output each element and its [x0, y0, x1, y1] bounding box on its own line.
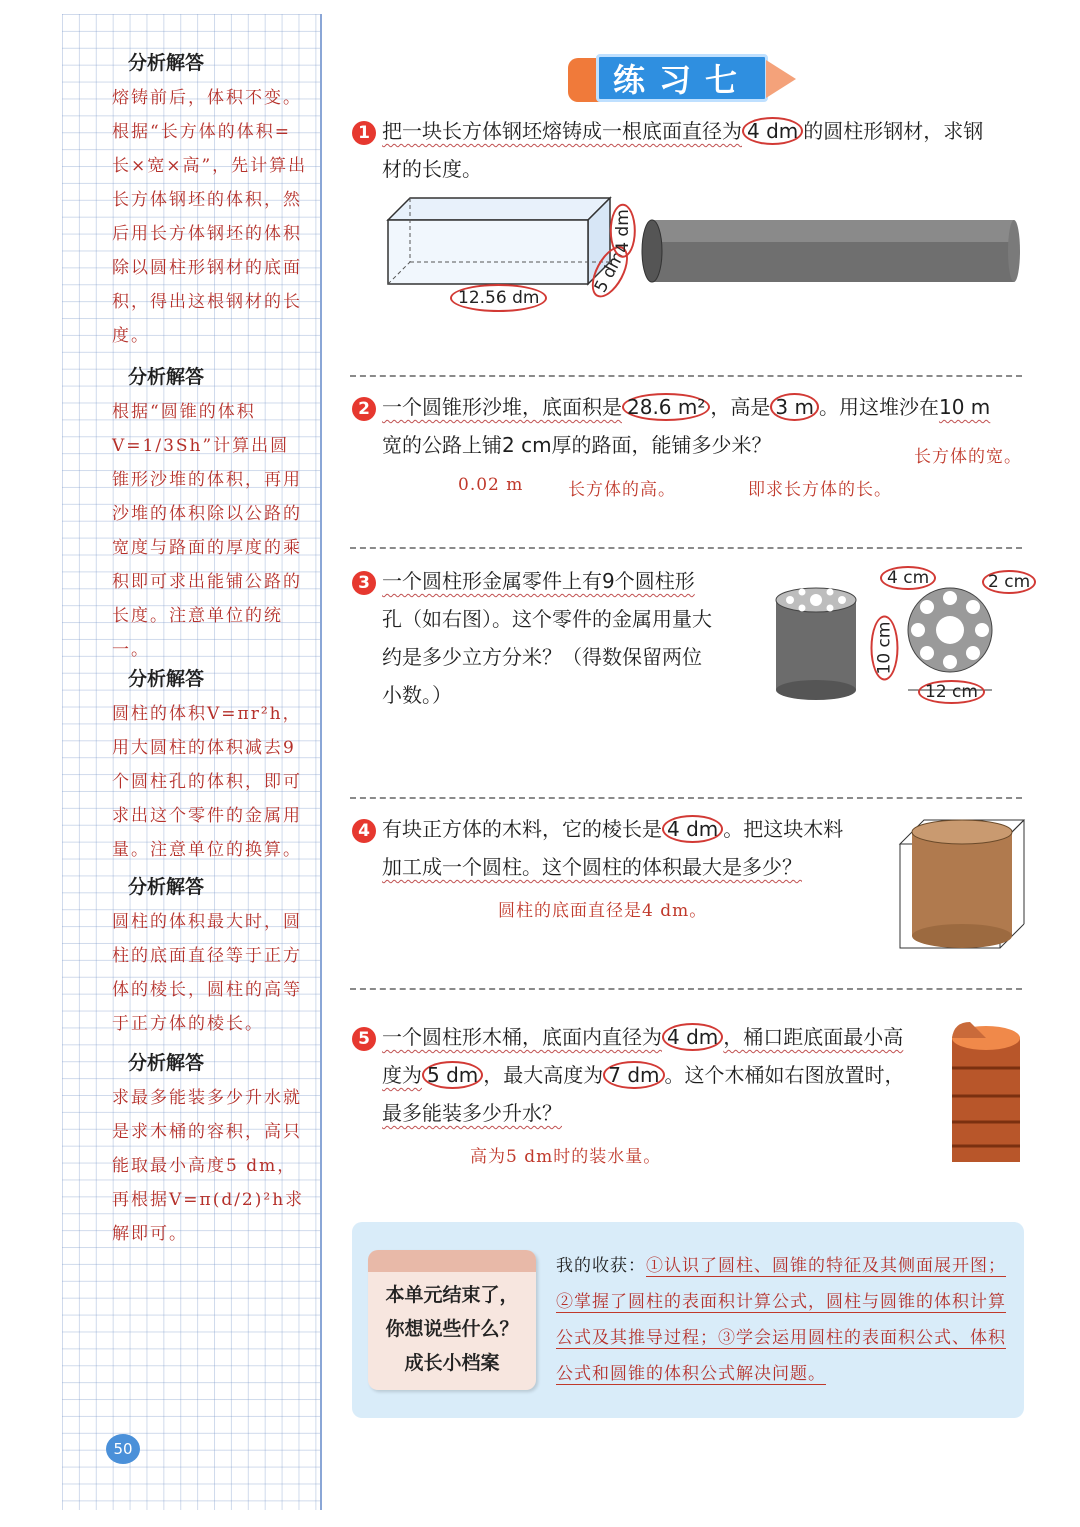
q3-line-2: 孔（如右图）。这个零件的金属用量大 — [382, 607, 712, 631]
analysis-text: 圆柱的体积最大时，圆柱的底面直径等于正方体的棱长，圆柱的高等于正方体的棱长。 — [112, 912, 302, 1034]
q1-length-label: 12.56 dm — [450, 284, 547, 312]
q5-text-f: 最多能装多少升水？ — [382, 1101, 562, 1125]
card-line-3: 成长小档案 — [404, 1352, 500, 1374]
question-3 — [352, 562, 762, 714]
analysis-heading: 分析解答 — [128, 872, 204, 899]
q4-text-a: 有块正方体的木料，它的棱长是 — [382, 817, 662, 841]
card-header-strip — [368, 1250, 536, 1272]
q4-text-b: 。把这块木料 — [723, 817, 844, 841]
q1-height-label: 4 dm — [610, 204, 636, 258]
q5-circled-max-height: 7 dm — [603, 1061, 664, 1089]
q3-diameter-label: 12 cm — [918, 680, 985, 704]
page-number: 50 — [106, 1434, 140, 1464]
q5-circled-diameter: 4 dm — [662, 1023, 723, 1051]
q4-text-c: 加工成一个圆柱。这个圆柱的体积最大是多少？ — [382, 855, 802, 879]
q3-line-3: 约是多少立方分米？（得数保留两位 — [382, 645, 702, 669]
card-line-2: 你想说些什么？ — [385, 1318, 519, 1340]
analysis-text: 圆柱的体积V=πr²h，用大圆柱的体积减去9个圆柱孔的体积，即可求出这个零件的金属用量。注意单位的换算。 — [112, 704, 302, 860]
q1-text-a: 把一块长方体钢坯熔铸成一根底面直径为 — [382, 119, 742, 143]
analysis-heading: 分析解答 — [128, 362, 204, 389]
q1-text-b: 的圆柱形钢材，求钢 — [803, 119, 984, 143]
q2-circled-height: 3 m — [770, 393, 819, 421]
q2-note-height: 长方体的高。 — [568, 480, 676, 500]
q1-circled-value: 4 dm — [742, 117, 803, 145]
question-number: 1 — [352, 121, 376, 145]
q3-line-4: 小数。） — [382, 683, 452, 707]
q2-text-d: 宽的公路上铺2 cm厚的路面，能铺多少米？ — [382, 433, 772, 457]
q5-text-d: ，最大高度为 — [483, 1063, 604, 1087]
gain-label: 我的收获： — [556, 1256, 646, 1276]
analysis-block-3 — [112, 664, 308, 867]
q2-text-b: ，高是 — [710, 395, 771, 419]
question-1 — [352, 112, 1022, 188]
divider — [350, 988, 1022, 990]
analysis-text: 求最多能装多少升水就是求木桶的容积，高只能取最小高度5 dm，再根据V=π(d/2)²h求解即可。 — [112, 1088, 305, 1244]
analysis-text: 根据“圆锥的体积V=1/3Sh”计算出圆锥形沙堆的体积，再用沙堆的体积除以公路的宽度与路面的厚度的乘积即可求出能铺公路的长度。注意单位的统一。 — [112, 402, 302, 660]
analysis-block-2 — [112, 362, 308, 667]
q2-note-length: 即求长方体的长。 — [748, 480, 892, 500]
q5-text-c: 度为 — [382, 1063, 422, 1087]
analysis-heading: 分析解答 — [128, 48, 204, 75]
analysis-heading: 分析解答 — [128, 1048, 204, 1075]
q2-width: 10 m — [938, 395, 991, 419]
q2-note-thickness: 0.02 m — [458, 475, 524, 495]
q4-circled-value: 4 dm — [662, 815, 723, 843]
growth-card — [368, 1250, 536, 1390]
divider — [350, 547, 1022, 549]
question-number: 4 — [352, 819, 376, 843]
q5-circled-min-height: 5 dm — [422, 1061, 483, 1089]
q3-height-label: 10 cm — [870, 616, 898, 681]
analysis-text: 熔铸前后，体积不变。根据“长方体的体积=长×宽×高”，先计算出长方体钢坯的体积，然后用长方体钢坯的体积除以圆柱形钢材的底面积，得出这根钢材的长度。 — [112, 88, 308, 346]
q2-note-width: 长方体的宽。 — [914, 447, 1022, 467]
q5-bucket-figure — [946, 1018, 1026, 1168]
q3-hole-label: 2 cm — [982, 570, 1036, 594]
q1-width-label: 5 dm — [584, 241, 635, 303]
divider — [350, 375, 1022, 377]
q2-text-c: 。用这堆沙在 — [818, 395, 939, 419]
q2-text-a: 一个圆锥形沙堆，底面积是 — [382, 395, 622, 419]
q3-figure — [770, 580, 1030, 710]
analysis-block-1 — [112, 48, 308, 353]
q3-line-1: 一个圆柱形金属零件上有9个圆柱形 — [382, 569, 695, 593]
q3-center-hole-label: 4 cm — [880, 566, 936, 590]
title-arrow-icon — [766, 60, 796, 98]
gain-text: ①认识了圆柱、圆锥的特征及其侧面展开图；②掌握了圆柱的表面积计算公式，圆柱与圆锥的体积计算公式及其推导过程；③学会运用圆柱的表面积公式、体积公式和圆锥的体积公式解决问题。 — [556, 1256, 1006, 1384]
analysis-block-5 — [112, 1048, 308, 1251]
q5-text-e: 。这个木桶如右图放置时， — [664, 1063, 905, 1087]
q4-note: 圆柱的底面直径是4 dm。 — [498, 901, 708, 921]
question-5 — [352, 1018, 932, 1132]
q5-note: 高为5 dm时的装水量。 — [470, 1147, 662, 1167]
analysis-heading: 分析解答 — [128, 664, 204, 691]
q5-text-b: ，桶口距底面最小高 — [723, 1025, 904, 1049]
question-number: 3 — [352, 571, 376, 595]
gain-text-block — [556, 1248, 1010, 1392]
title-text: 练习七 — [596, 54, 768, 102]
question-4 — [352, 810, 892, 886]
q1-text-c: 材的长度。 — [382, 157, 482, 181]
divider — [350, 797, 1022, 799]
analysis-block-4 — [112, 872, 308, 1041]
margin-rule — [320, 14, 322, 1510]
q5-text-a: 一个圆柱形木桶，底面内直径为 — [382, 1025, 662, 1049]
q4-figure — [894, 814, 1030, 952]
question-number: 5 — [352, 1027, 376, 1051]
card-line-1: 本单元结束了， — [385, 1284, 519, 1306]
section-title — [568, 54, 800, 104]
question-number: 2 — [352, 397, 376, 421]
q2-circled-area: 28.6 m² — [622, 393, 710, 421]
